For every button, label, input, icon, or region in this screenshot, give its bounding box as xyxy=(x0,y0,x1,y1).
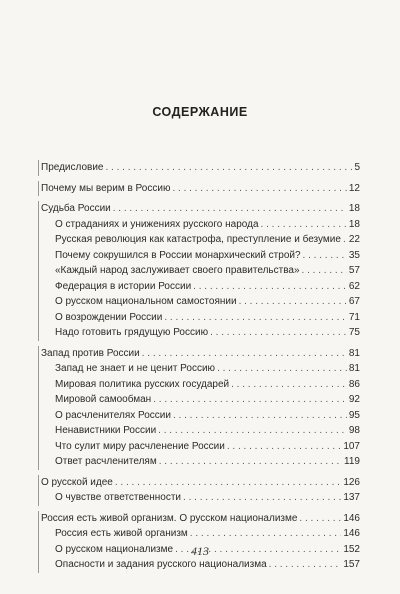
dot-leader xyxy=(269,557,342,573)
toc-subentry xyxy=(41,490,360,506)
toc-section xyxy=(38,511,360,573)
dot-leader xyxy=(217,361,347,377)
entry-page: 92 xyxy=(348,394,360,405)
entry-title: Что сулит миру расчленение России xyxy=(55,440,225,452)
toc-subentry xyxy=(41,217,360,233)
dot-leader xyxy=(239,294,347,310)
entry-page: 81 xyxy=(348,363,360,374)
entry-page: 18 xyxy=(348,218,360,230)
toc-subentry xyxy=(41,439,360,455)
entry-title: Ненавистники России xyxy=(55,425,157,436)
entry-title: О русской идее xyxy=(41,476,113,488)
dot-leader xyxy=(299,511,341,527)
toc-section xyxy=(38,160,360,176)
entry-page: 119 xyxy=(344,456,360,467)
entry-page: 86 xyxy=(348,378,360,390)
entry-title: Опасности и задания русского национализма xyxy=(55,559,267,570)
toc-subentry xyxy=(41,557,360,573)
dot-leader xyxy=(113,201,347,217)
entry-title: О русском национализме xyxy=(55,543,174,555)
toc-entry xyxy=(41,346,360,362)
entry-title: Почему мы верим в Россию xyxy=(41,182,171,194)
dot-leader xyxy=(164,310,347,326)
entry-page: 146 xyxy=(343,528,360,539)
dot-leader xyxy=(153,392,347,408)
entry-page: 137 xyxy=(343,492,360,503)
dot-leader xyxy=(172,181,346,197)
toc-entry xyxy=(41,160,360,176)
dot-leader xyxy=(173,408,347,424)
entry-title: О возрождении России xyxy=(55,311,163,323)
toc-subentry xyxy=(41,232,360,248)
toc-subentry xyxy=(41,325,360,341)
table-of-contents xyxy=(38,160,360,578)
toc-subentry xyxy=(41,423,360,439)
entry-title: Запад против России xyxy=(41,347,140,359)
dot-leader xyxy=(210,325,347,341)
toc-subentry xyxy=(41,263,360,279)
entry-page: 62 xyxy=(348,280,360,292)
toc-subentry xyxy=(41,377,360,393)
entry-page: 75 xyxy=(348,327,360,338)
entry-title: Мировая политика русских государей xyxy=(55,378,230,390)
toc-subentry xyxy=(41,408,360,424)
dot-leader xyxy=(343,232,347,248)
dot-leader xyxy=(261,217,347,233)
dot-leader xyxy=(227,439,341,455)
toc-subentry xyxy=(41,392,360,408)
entry-page: 146 xyxy=(343,512,360,524)
entry-title: Федерация в истории России xyxy=(55,280,192,292)
entry-page: 12 xyxy=(348,182,360,194)
toc-entry xyxy=(41,181,360,197)
entry-title: О страданиях и унижениях русского народа xyxy=(55,218,259,230)
entry-title: Ответ расчленителям xyxy=(55,456,157,467)
entry-page: 152 xyxy=(343,543,360,555)
entry-title: Почему сокрушился в России монархический строй? xyxy=(55,249,301,261)
entry-page: 5 xyxy=(354,162,360,173)
entry-page: 71 xyxy=(348,311,360,323)
entry-title: «Каждый народ заслуживает своего правительства» xyxy=(55,265,300,276)
entry-title: Русская революция как катастрофа, преступление и безумие xyxy=(55,234,341,245)
dot-leader xyxy=(303,248,347,264)
entry-title: О расчленителях России xyxy=(55,409,171,421)
toc-entry xyxy=(41,511,360,527)
entry-title: О чувстве ответственности xyxy=(55,492,182,503)
entry-title: Запад не знает и не ценит Россию xyxy=(55,363,216,374)
entry-page: 22 xyxy=(348,234,360,245)
toc-subentry xyxy=(41,248,360,264)
entry-title: Россия есть живой организм xyxy=(55,528,188,539)
dot-leader xyxy=(302,263,347,279)
toc-subentry xyxy=(41,454,360,470)
dot-leader xyxy=(105,160,352,176)
page-title: СОДЕРЖАНИЕ xyxy=(152,105,248,119)
entry-title: Судьба России xyxy=(41,203,111,214)
entry-page: 98 xyxy=(348,425,360,436)
entry-title: О русском национальном самостоянии xyxy=(55,296,237,307)
page-number: 413 xyxy=(191,544,209,558)
entry-page: 35 xyxy=(348,249,360,261)
entry-page: 95 xyxy=(348,409,360,421)
entry-page: 57 xyxy=(348,265,360,276)
entry-title: Россия есть живой организм. О русском национализме xyxy=(41,512,298,524)
entry-title: Предисловие xyxy=(41,162,104,173)
entry-page: 107 xyxy=(343,440,360,452)
toc-subentry xyxy=(41,361,360,377)
dot-leader xyxy=(193,279,347,295)
toc-subentry xyxy=(41,294,360,310)
toc-subentry xyxy=(41,526,360,542)
entry-title: Надо готовить грядущую Россию xyxy=(55,327,209,338)
entry-title: Мировой самообман xyxy=(55,394,152,405)
toc-section xyxy=(38,346,360,470)
dot-leader xyxy=(183,490,341,506)
entry-page: 157 xyxy=(343,559,360,570)
toc-entry xyxy=(41,475,360,491)
toc-entry xyxy=(41,201,360,217)
dot-leader xyxy=(159,454,342,470)
dot-leader xyxy=(142,346,347,362)
entry-page: 126 xyxy=(343,476,360,488)
toc-section xyxy=(38,201,360,341)
entry-page: 81 xyxy=(348,347,360,359)
toc-section xyxy=(38,475,360,506)
dot-leader xyxy=(190,526,342,542)
show-through-text xyxy=(120,28,340,88)
dot-leader xyxy=(231,377,347,393)
dot-leader xyxy=(115,475,341,491)
toc-subentry xyxy=(41,279,360,295)
dot-leader xyxy=(158,423,347,439)
toc-section xyxy=(38,181,360,197)
toc-subentry xyxy=(41,310,360,326)
entry-page: 67 xyxy=(348,296,360,307)
entry-page: 18 xyxy=(348,203,360,214)
